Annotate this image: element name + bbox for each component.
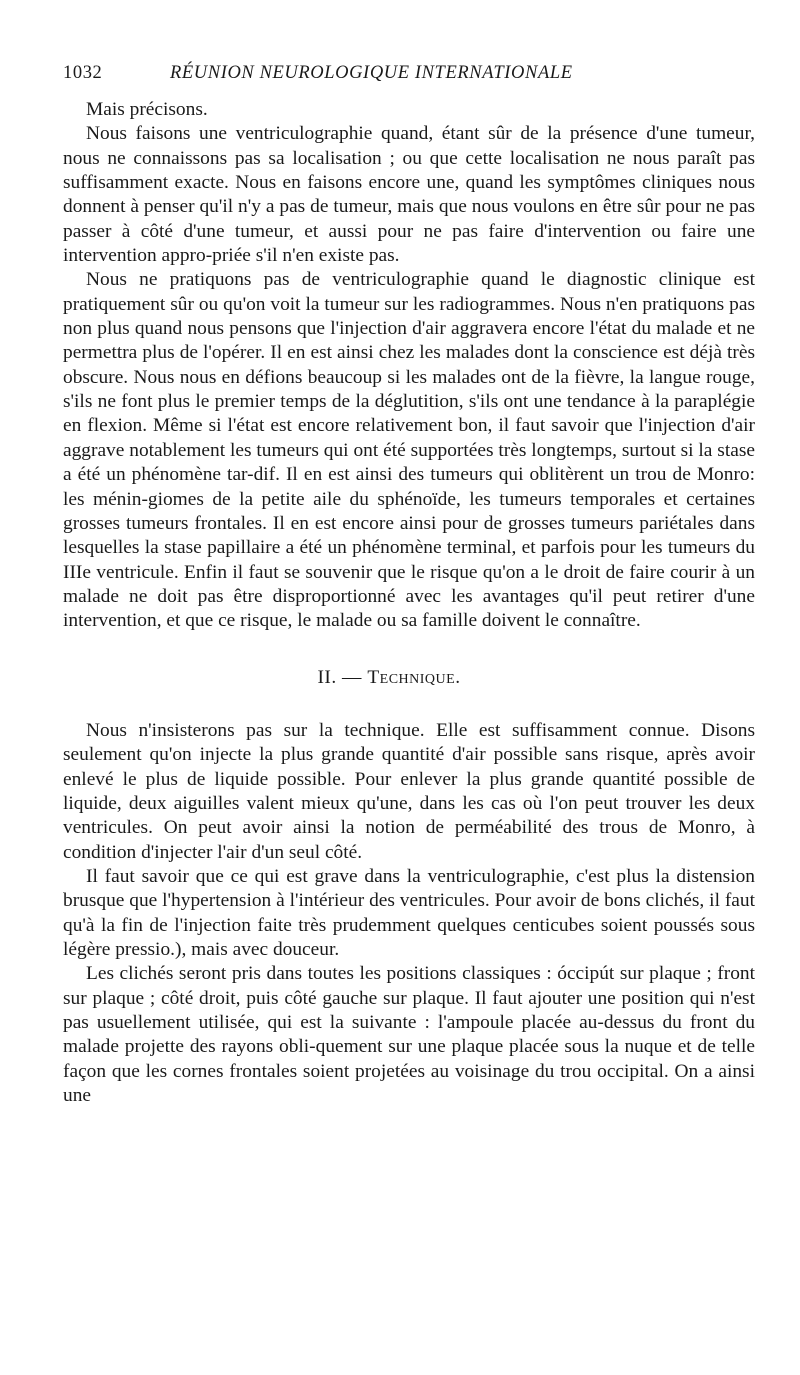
page-number: 1032 xyxy=(63,63,103,83)
paragraph: Nous ne pratiquons pas de ventriculographie quand le diagnostic clinique est pratiquement sûr ou qu'on voit la tumeur sur les radiogrammes. Nous n'en pratiquons pas non plus quand nous pensons que l'injection d'air aggravera encore l'état du malade et ne permettra plus de l'opérer. Il en est ainsi chez les malades dont la conscience est déjà très obscure. Nous nous en défions beaucoup si les malades ont de la fièvre, la langue rouge, s'ils ne font plus le premier temps de la déglutition, s'ils ont une tendance à la paraplégie en flexion. Même si l'état est encore relativement bon, il faut savoir que l'injection d'air aggrave notablement les tumeurs qui ont été supportées très longtemps, surtout si la stase a été un phénomène tar-dif. Il en est ainsi des tumeurs qui oblitèrent un trou de Monro: les ménin-giomes de la petite aile du sphénoïde, les tumeurs temporales et certaines grosses tumeurs frontales. Il en est encore ainsi pour de grosses tumeurs pariétales dans lesquelles la stase papillaire a été un phénomène terminal, et parfois pour les tumeurs du IIIe ventricule. Enfin il faut se souvenir que le risque qu'on a le droit de faire courir à un malade ne doit pas être disproportionné avec les avantages qu'il peut retirer d'une intervention, et que ce risque, le malade ou sa famille doivent le connaître. xyxy=(63,269,755,632)
paragraph: Les clichés seront pris dans toutes les positions classiques : óccipút sur plaque ; front sur plaque ; côté droit, puis côté gauche sur plaque. Il faut ajouter une position qui n'est pas usuellement utilisée, qui est la suivante : l'ampoule placée au-dessus du front du malade projette des rayons obli-quement sur une plaque placée sous la nuque et de telle façon que les cornes frontales soient projetées au voisinage du trou occipital. On a ainsi une xyxy=(63,963,755,1107)
running-title: RÉUNION NEUROLOGIQUE INTERNATIONALE xyxy=(170,63,573,83)
paragraph: Nous n'insisterons pas sur la technique. Elle est suffisamment connue. Disons seulement qu'on injecte la plus grande quantité d'air possible sans risque, après avoir enlevé le plus de liquide possible. Pour enlever la plus grande quantité possible de liquide, deux aiguilles valent mieux qu'une, dans les cas où l'on peut trouver les deux ventricules. On peut avoir ainsi la notion de perméabilité des trous de Monro, à condition d'injecter l'air d'un seul côté. xyxy=(63,719,755,863)
paragraph: Mais précisons. xyxy=(86,99,208,120)
body-text xyxy=(63,98,755,1108)
section-title: Technique. xyxy=(367,666,461,688)
section-number: II. — xyxy=(317,666,362,688)
page-header xyxy=(63,63,753,89)
paragraph: Nous faisons une ventriculographie quand, étant sûr de la présence d'une tumeur, nous ne connaissons pas sa localisation ; ou que cette localisation ne nous paraît pas suffisamment exacte. Nous en faisons encore une, quand les symptômes cliniques nous donnent à penser qu'il n'y a pas de tumeur, mais que nous voulons en être sûr pour ne pas passer à côté d'une tumeur, et aussi pour ne pas faire d'intervention ou faire une intervention appro-priée s'il n'en existe pas. xyxy=(63,123,755,267)
section-heading xyxy=(63,666,755,690)
paragraph: Il faut savoir que ce qui est grave dans la ventriculographie, c'est plus la distension brusque que l'hypertension à l'intérieur des ventricules. Pour avoir de bons clichés, il faut qu'à la fin de l'injection faite très prudemment quelques centicubes soient poussés sous légère pressio.), mais avec douceur. xyxy=(63,865,755,960)
